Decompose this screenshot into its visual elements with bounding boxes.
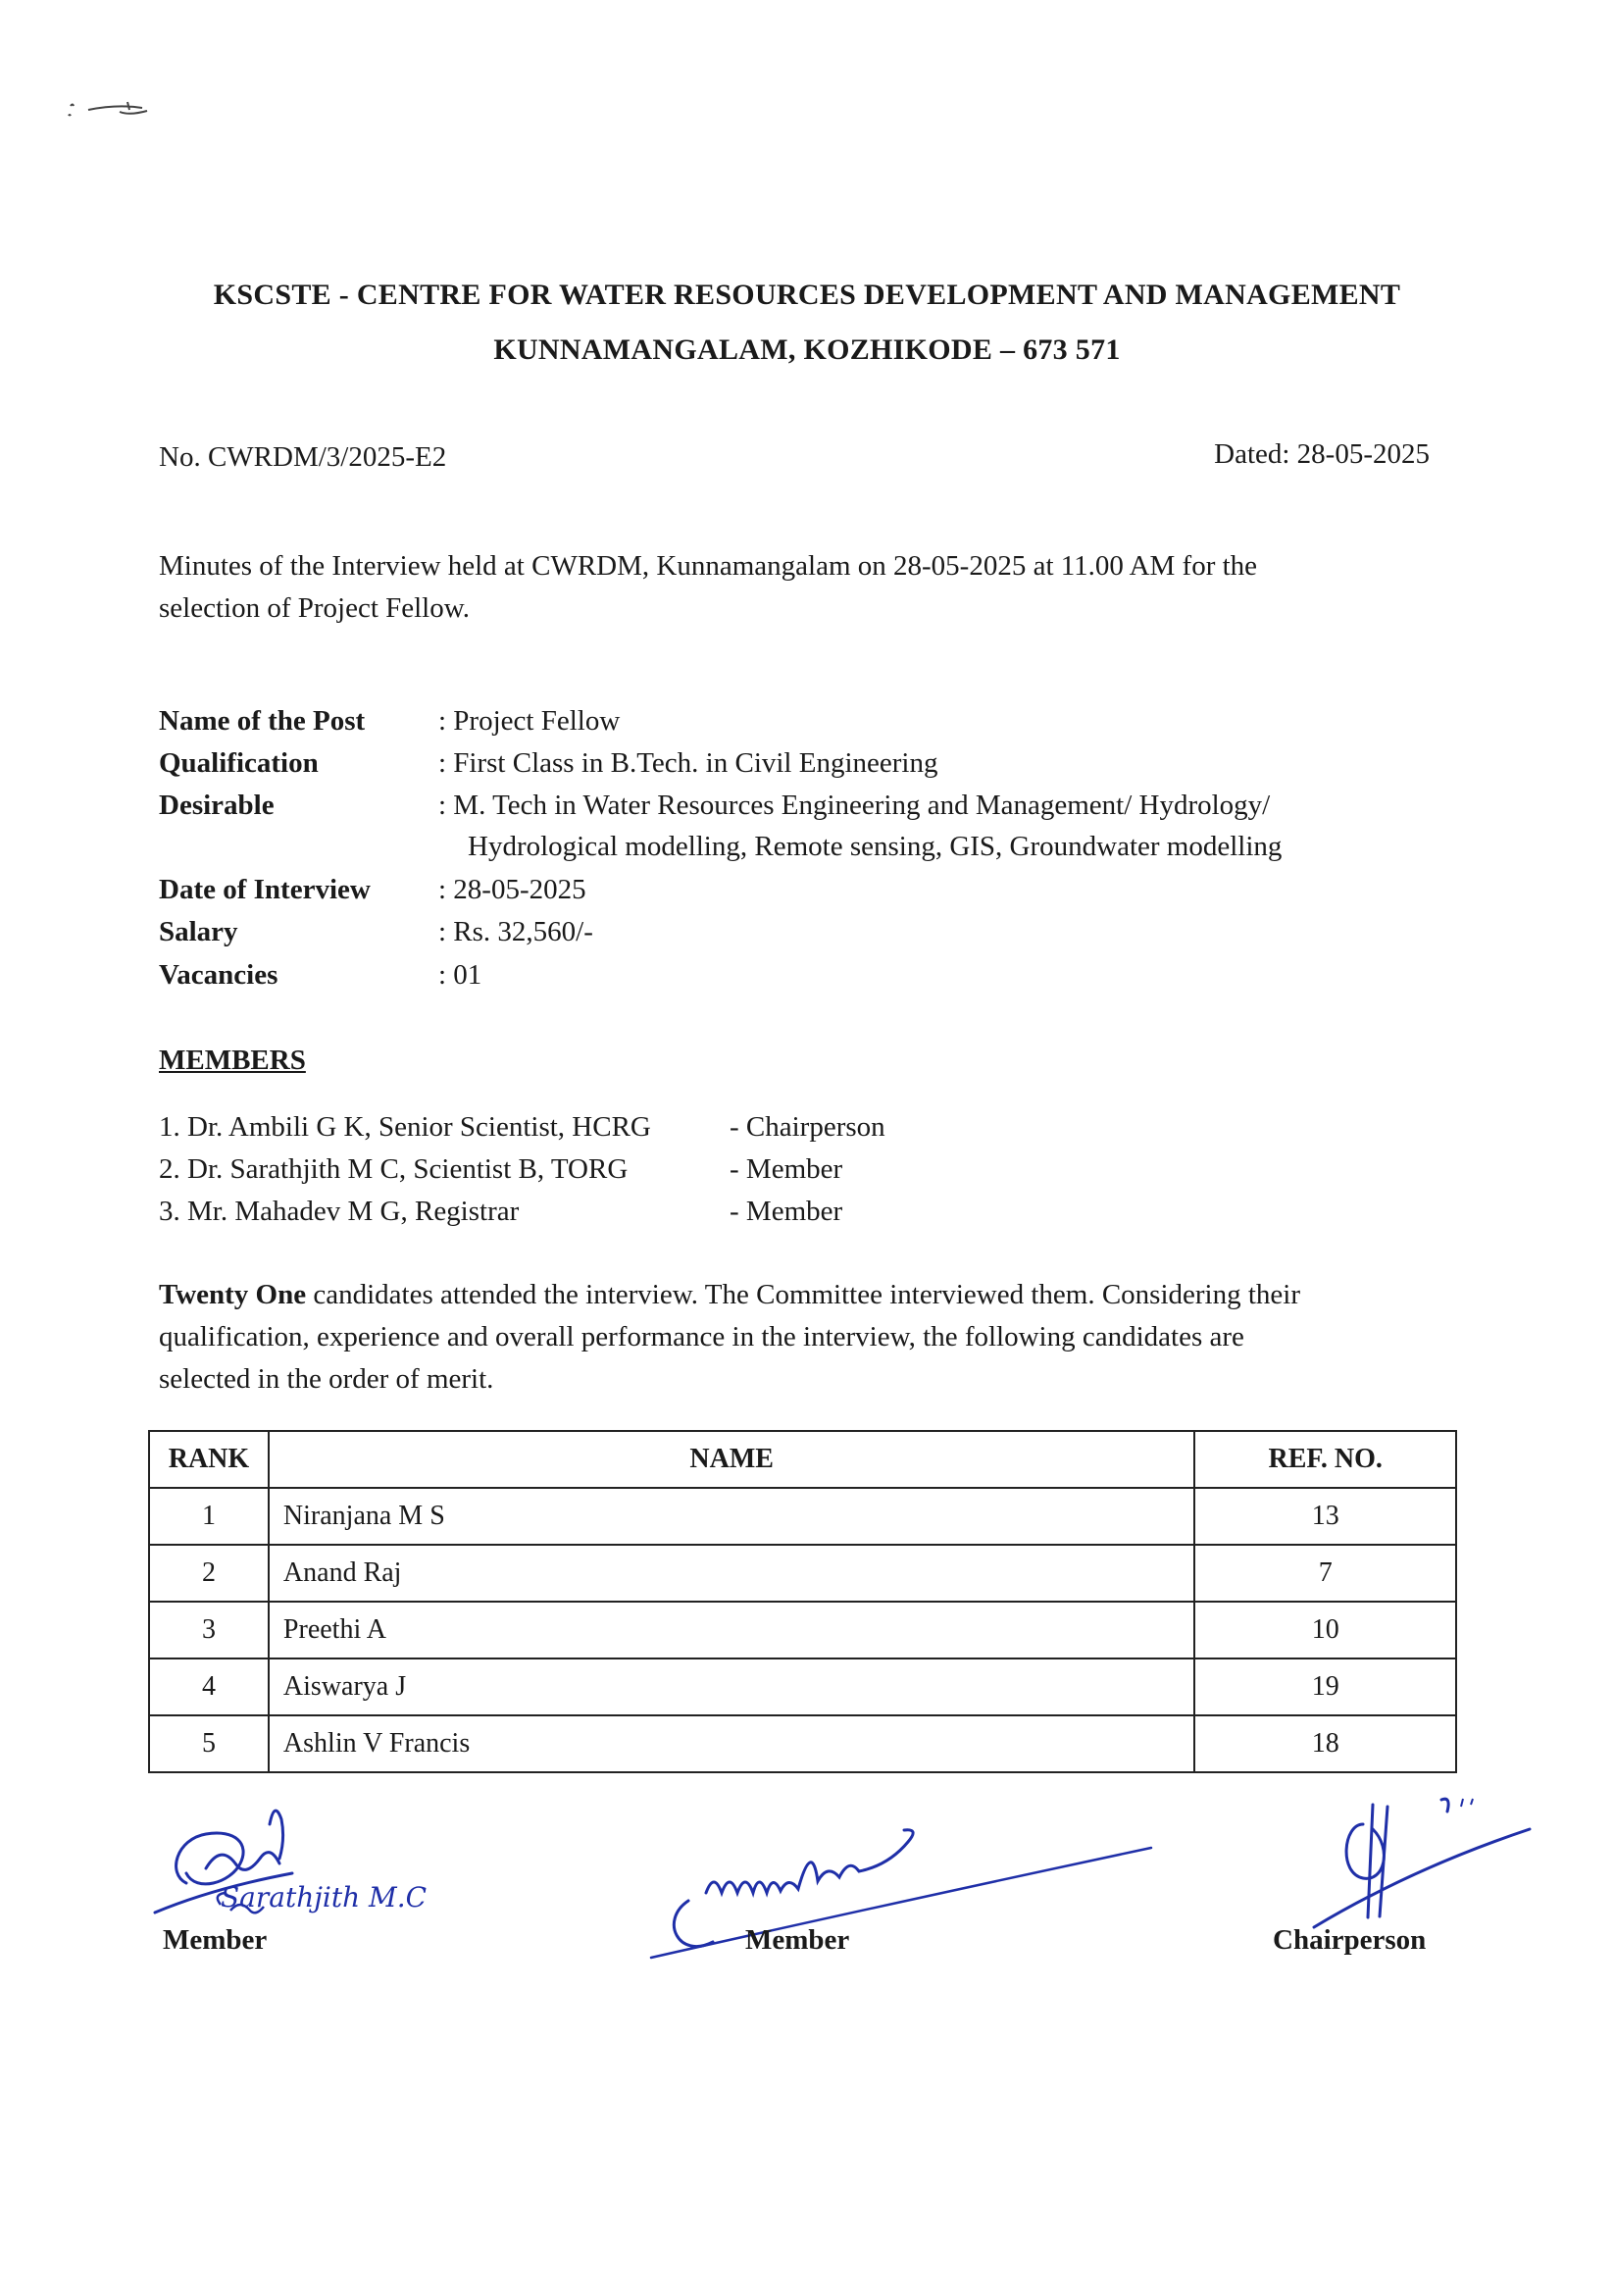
selection-summary	[159, 1274, 1443, 1401]
header-name: NAME	[269, 1431, 1194, 1488]
left-signature-handwritten-name: Sarathjith M.C	[221, 1881, 428, 1913]
summary-line-2: qualification, experience and overall performance in the interview, the following candidates are	[159, 1321, 1244, 1352]
post-detail-label: Desirable	[159, 790, 275, 821]
post-detail-value: : 28-05-2025	[438, 874, 586, 905]
member-role: - Member	[730, 1153, 843, 1185]
table-row	[149, 1715, 1456, 1772]
member-name: 2. Dr. Sarathjith M C, Scientist B, TORG	[159, 1153, 629, 1185]
post-detail-row	[159, 911, 1463, 953]
document-date: Dated: 28-05-2025	[1214, 438, 1430, 470]
ref-cell: 19	[1194, 1658, 1456, 1715]
member-name: 3. Mr. Mahadev M G, Registrar	[159, 1196, 520, 1227]
post-detail-value: : 01	[438, 959, 482, 991]
ref-cell: 7	[1194, 1545, 1456, 1602]
name-cell: Niranjana M S	[269, 1488, 1194, 1545]
rank-cell: 1	[149, 1488, 269, 1545]
reference-number: No. CWRDM/3/2025-E2	[159, 441, 447, 473]
post-detail-label: Salary	[159, 916, 238, 947]
merit-table	[148, 1430, 1457, 1773]
post-detail-value: : Rs. 32,560/-	[438, 916, 593, 947]
intro-paragraph	[159, 545, 1463, 630]
post-detail-value: Hydrological modelling, Remote sensing, GIS, Groundwater modelling	[468, 831, 1283, 862]
post-detail-row	[159, 785, 1463, 827]
name-cell: Anand Raj	[269, 1545, 1194, 1602]
post-detail-label: Qualification	[159, 747, 319, 779]
corner-mark	[59, 88, 177, 128]
summary-line-1-text: candidates attended the interview. The Committee interviewed them. Considering their	[306, 1279, 1301, 1310]
right-signature	[1294, 1785, 1539, 1932]
post-detail-label: Vacancies	[159, 959, 278, 991]
post-detail-label: Name of the Post	[159, 705, 366, 737]
post-detail-label: Date of Interview	[159, 874, 371, 905]
member-name: 1. Dr. Ambili G K, Senior Scientist, HCRG	[159, 1111, 651, 1143]
member-role: - Chairperson	[730, 1111, 885, 1143]
rank-cell: 2	[149, 1545, 269, 1602]
table-row	[149, 1602, 1456, 1658]
member-role: - Member	[730, 1196, 843, 1227]
rank-cell: 3	[149, 1602, 269, 1658]
header-ref-no: REF. NO.	[1194, 1431, 1456, 1488]
rank-cell: 4	[149, 1658, 269, 1715]
member-signature-label-left: Member	[163, 1924, 268, 1956]
member-signature-label-middle: Member	[745, 1924, 850, 1956]
institution-name: KSCSTE - CENTRE FOR WATER RESOURCES DEVELOPMENT AND MANAGEMENT	[213, 279, 1401, 311]
table-row	[149, 1545, 1456, 1602]
ref-cell: 18	[1194, 1715, 1456, 1772]
summary-line-1	[159, 1274, 1443, 1316]
intro-line-2: selection of Project Fellow.	[159, 592, 471, 624]
left-signature	[147, 1795, 471, 1942]
ref-cell: 13	[1194, 1488, 1456, 1545]
intro-line-1: Minutes of the Interview held at CWRDM, Kunnamangalam on 28-05-2025 at 11.00 AM for the	[159, 550, 1258, 582]
ref-cell: 10	[1194, 1602, 1456, 1658]
header-rank: RANK	[149, 1431, 269, 1488]
middle-signature	[647, 1785, 1157, 1971]
post-detail-value: : Project Fellow	[438, 705, 621, 737]
post-detail-row	[159, 826, 1463, 868]
table-row	[149, 1488, 1456, 1545]
post-detail-value: : M. Tech in Water Resources Engineering and Management/ Hydrology/	[438, 790, 1271, 821]
post-detail-row	[159, 954, 1463, 996]
institution-address: KUNNAMANGALAM, KOZHIKODE – 673 571	[493, 333, 1121, 366]
post-detail-row	[159, 869, 1463, 911]
name-cell: Aiswarya J	[269, 1658, 1194, 1715]
rank-cell: 5	[149, 1715, 269, 1772]
attendee-count: Twenty One	[159, 1279, 307, 1310]
table-row	[149, 1658, 1456, 1715]
summary-line-3: selected in the order of merit.	[159, 1363, 494, 1395]
name-cell: Preethi A	[269, 1602, 1194, 1658]
post-detail-row	[159, 742, 1463, 785]
members-heading: MEMBERS	[159, 1045, 306, 1076]
chairperson-signature-label: Chairperson	[1273, 1924, 1427, 1956]
name-cell: Ashlin V Francis	[269, 1715, 1194, 1772]
post-detail-row	[159, 700, 1463, 742]
post-detail-value: : First Class in B.Tech. in Civil Engineering	[438, 747, 938, 779]
table-header-row	[149, 1431, 1456, 1488]
